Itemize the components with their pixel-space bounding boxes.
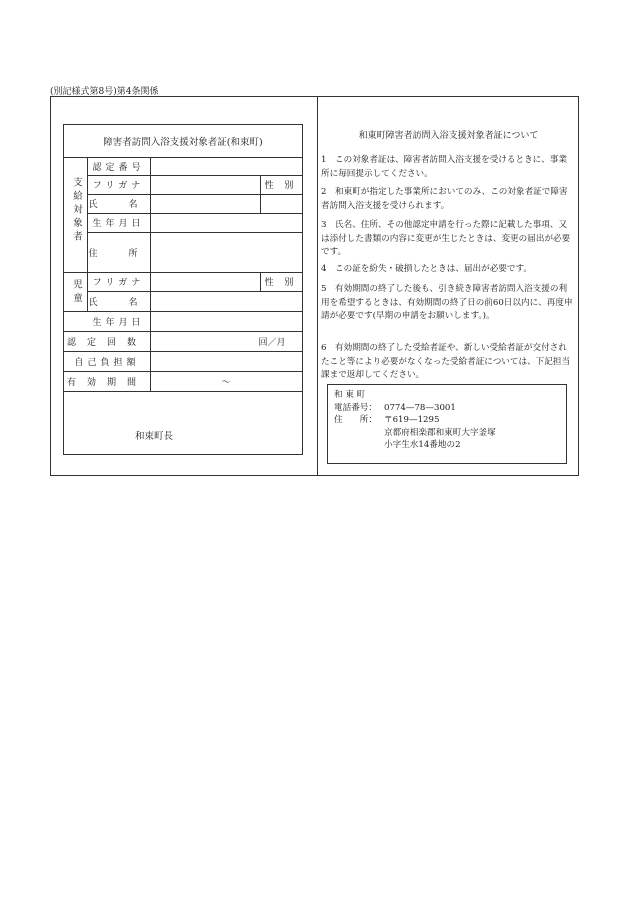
address-line-1: 京都府相楽郡和東町大字釜塚: [384, 427, 496, 438]
notice-item-4: [321, 263, 574, 277]
phone-label: 電話番号：: [334, 402, 377, 413]
notice-item-number: 5: [321, 284, 327, 294]
notice-item-text: 有効期間の終了した受給者証や、新しい受給者証が交付されたこと等により必要がなくなった受給者証については、下記担当課まで返却してください。: [321, 343, 571, 380]
card-title: 障害者訪問入浴支援対象者証(和束町): [64, 125, 302, 158]
contact-org: 和 東 町: [334, 390, 366, 400]
cert-number-label: 認定番号: [92, 162, 145, 173]
contact-address-line1: [334, 427, 560, 440]
notice-item-number: 1: [321, 155, 327, 165]
child-group-label: 児童: [71, 279, 82, 306]
recipient-group-label: 支給対象者: [71, 177, 82, 245]
phone-value: 0774—78—3001: [384, 402, 456, 413]
postal-code: 〒619—1295: [384, 415, 440, 425]
row-line: [64, 391, 302, 392]
name-label: 氏 名: [88, 200, 149, 210]
notice-item-text: 和東町が指定した事業所においてのみ、この対象者証で障害者訪問入浴支援を受けられます。: [321, 187, 568, 211]
address-line-2: 小字生水14番地の2: [384, 440, 461, 450]
center-fold-line: [317, 97, 318, 475]
contact-box: [327, 384, 567, 464]
furigana-label: フリガナ: [92, 181, 145, 191]
child-birthdate-label: 生年月日: [92, 317, 145, 328]
address-label: 住 所：: [334, 415, 377, 425]
certified-count-unit: 回／月: [258, 337, 286, 348]
recipient-gender-label: 性 別: [264, 181, 298, 191]
contact-address-row: [334, 414, 560, 427]
certified-count-label: 認定回数: [66, 337, 147, 348]
notice-item-text: 有効期間の終了した後も、引き続き障害者訪問入浴支援の利用を希望するときは、有効期間の終了日の前60日以内に、再度申請が必要です(早期の申請をお願いします。)。: [321, 284, 573, 321]
form-number-header: (別記様式第8号)第4条関係: [50, 87, 159, 97]
notice-item-number: 3: [321, 220, 327, 230]
notice-item-6: [321, 342, 574, 383]
address-label: 住 所: [88, 248, 149, 259]
contact-phone-row: [334, 402, 560, 415]
notice-item-text: この対象者証は、障害者訪問入浴支援を受けるときに、事業所に毎回提示してください。: [321, 155, 568, 179]
child-name-label: 氏 名: [88, 297, 149, 308]
notice-item-2: [321, 186, 574, 213]
child-gender-label: 性 別: [264, 278, 298, 288]
notice-item-3: [321, 219, 574, 260]
birthdate-label: 生年月日: [92, 219, 145, 229]
notice-item-5: [321, 283, 574, 324]
notice-item-number: 6: [321, 343, 327, 353]
notice-item-text: 氏名、住所、その他認定申請を行った際に記載した事項、又は添付した書類の内容に変更が生じたときは、変更の届出が必要です。: [321, 220, 571, 257]
notice-item-number: 4: [321, 264, 327, 274]
certificate-sheet: [50, 96, 579, 476]
copay-label: 自己負担額: [74, 357, 140, 368]
child-furigana-label: フリガナ: [92, 278, 145, 288]
validity-value: 〜: [221, 377, 231, 388]
notice-item-1: [321, 154, 574, 181]
label-column-line: [150, 157, 151, 311]
contact-address-line2: [334, 439, 560, 452]
notice-item-text: この証を紛失・破損したときは、届出が必要です。: [335, 264, 532, 274]
row-line: [87, 291, 302, 292]
issuer-label: 和束町長: [134, 431, 173, 442]
notice-title: 和東町障害者訪問入浴支援対象者証について: [358, 131, 539, 141]
validity-label: 有効期間: [66, 377, 147, 388]
certificate-card: [63, 124, 303, 455]
notice-item-number: 2: [321, 187, 327, 197]
